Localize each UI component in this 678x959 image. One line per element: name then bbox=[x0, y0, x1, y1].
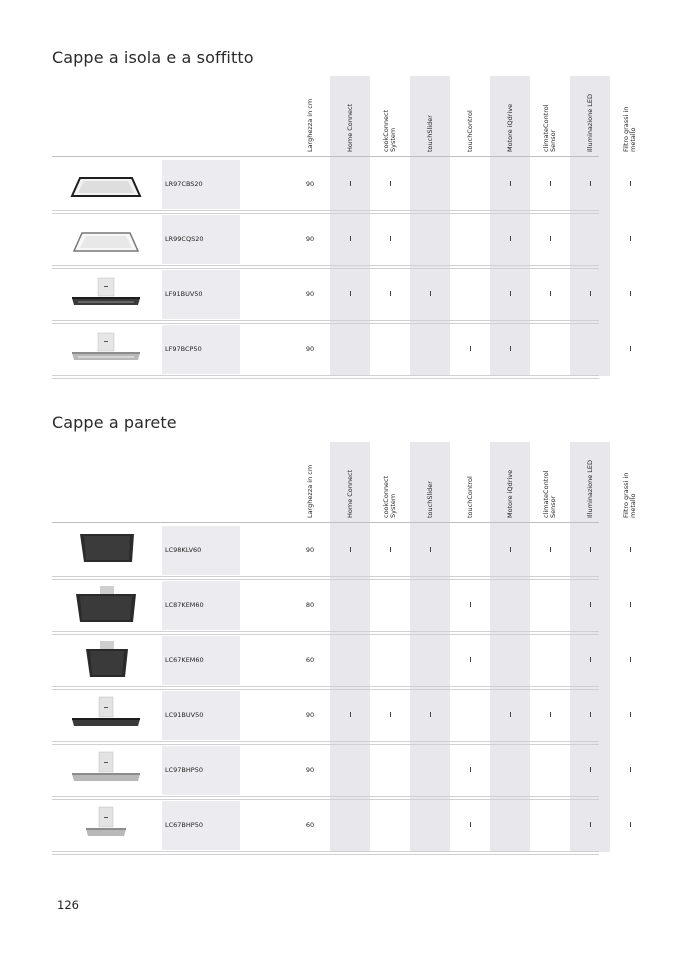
row-divider bbox=[52, 378, 599, 379]
model-name: LC98KLV60 bbox=[165, 545, 202, 554]
model-name: LF97BCP50 bbox=[165, 344, 202, 353]
feature-mark bbox=[590, 767, 591, 772]
feature-mark bbox=[430, 291, 431, 296]
model-name: LF91BUV50 bbox=[165, 289, 203, 298]
feature-mark bbox=[630, 712, 631, 717]
width-value: 60 bbox=[305, 655, 315, 664]
feature-mark bbox=[350, 547, 351, 552]
wall-hood-inclined-chimney-small-image bbox=[66, 640, 146, 684]
model-name: LC97BHP50 bbox=[165, 765, 203, 774]
column-header: Home Connect bbox=[346, 469, 354, 518]
width-value: 90 bbox=[305, 710, 315, 719]
feature-mark bbox=[470, 602, 471, 607]
feature-mark bbox=[590, 657, 591, 662]
row-divider bbox=[52, 375, 599, 376]
feature-mark bbox=[510, 712, 511, 717]
width-value: 90 bbox=[305, 179, 315, 188]
row-divider bbox=[52, 576, 599, 577]
model-name: LR99CQS20 bbox=[165, 234, 204, 243]
row-divider bbox=[52, 213, 599, 214]
comparison-table-wall bbox=[52, 442, 637, 844]
row-divider bbox=[52, 796, 599, 797]
column-header: Motore iQdrive bbox=[506, 103, 514, 152]
feature-mark bbox=[470, 657, 471, 662]
wall-hood-box-dark-image bbox=[66, 695, 146, 739]
feature-mark bbox=[390, 712, 391, 717]
feature-mark bbox=[510, 547, 511, 552]
row-divider bbox=[52, 799, 599, 800]
model-name: LC87KEM60 bbox=[165, 600, 204, 609]
row-divider bbox=[52, 689, 599, 690]
width-value: 80 bbox=[305, 600, 315, 609]
column-header: Home Connect bbox=[346, 103, 354, 152]
model-name: LC67KEM60 bbox=[165, 655, 204, 664]
width-value: 90 bbox=[305, 234, 315, 243]
feature-mark bbox=[510, 236, 511, 241]
feature-mark bbox=[390, 181, 391, 186]
feature-mark bbox=[630, 181, 631, 186]
feature-mark bbox=[470, 346, 471, 351]
feature-mark bbox=[590, 712, 591, 717]
column-header: Illuminazione LED bbox=[586, 93, 594, 152]
feature-mark bbox=[630, 346, 631, 351]
feature-mark bbox=[550, 291, 551, 296]
feature-mark bbox=[590, 822, 591, 827]
header-divider bbox=[52, 522, 599, 523]
wall-hood-inclined-image bbox=[66, 530, 146, 574]
feature-mark bbox=[630, 657, 631, 662]
row-divider bbox=[52, 631, 599, 632]
ceiling-hood-light-image bbox=[66, 219, 146, 263]
column-header: touchControl bbox=[466, 110, 474, 152]
feature-mark bbox=[390, 291, 391, 296]
row-divider bbox=[52, 579, 599, 580]
column-header: touchSlider bbox=[426, 481, 434, 518]
feature-mark bbox=[590, 181, 591, 186]
row-divider bbox=[52, 268, 599, 269]
width-value: 90 bbox=[305, 344, 315, 353]
column-header: Filtro grassi in metallo bbox=[622, 472, 637, 518]
feature-mark bbox=[550, 547, 551, 552]
feature-mark bbox=[470, 822, 471, 827]
feature-mark bbox=[430, 712, 431, 717]
feature-mark bbox=[590, 602, 591, 607]
row-divider bbox=[52, 634, 599, 635]
feature-mark bbox=[510, 181, 511, 186]
column-header: touchSlider bbox=[426, 115, 434, 152]
model-name: LC91BUV50 bbox=[165, 710, 204, 719]
feature-mark bbox=[630, 822, 631, 827]
column-header: Illuminazione LED bbox=[586, 459, 594, 518]
section-title-island: Cappe a isola e a soffitto bbox=[52, 48, 254, 67]
row-divider bbox=[52, 320, 599, 321]
feature-mark bbox=[630, 602, 631, 607]
wall-hood-box-steel-image bbox=[66, 750, 146, 794]
wall-hood-inclined-chimney-image bbox=[66, 585, 146, 629]
feature-mark bbox=[350, 291, 351, 296]
width-value: 60 bbox=[305, 820, 315, 829]
width-value: 90 bbox=[305, 765, 315, 774]
column-header: Filtro grassi in metallo bbox=[622, 106, 637, 152]
row-divider bbox=[52, 744, 599, 745]
feature-mark bbox=[470, 767, 471, 772]
row-divider bbox=[52, 323, 599, 324]
model-name: LC67BHP50 bbox=[165, 820, 203, 829]
column-header: Motore iQdrive bbox=[506, 469, 514, 518]
comparison-table-island bbox=[52, 76, 637, 369]
row-divider bbox=[52, 210, 599, 211]
feature-mark bbox=[350, 236, 351, 241]
column-header: climateControl Sensor bbox=[542, 470, 557, 518]
row-divider bbox=[52, 686, 599, 687]
feature-mark bbox=[590, 547, 591, 552]
feature-mark bbox=[430, 547, 431, 552]
width-value: 90 bbox=[305, 289, 315, 298]
feature-mark bbox=[350, 712, 351, 717]
island-hood-steel-image bbox=[66, 329, 146, 373]
column-header: climateControl Sensor bbox=[542, 104, 557, 152]
feature-mark bbox=[550, 712, 551, 717]
column-header: Larghezza in cm bbox=[306, 464, 314, 518]
feature-mark bbox=[390, 236, 391, 241]
model-name: LR97CBS20 bbox=[165, 179, 203, 188]
column-header: Larghezza in cm bbox=[306, 98, 314, 152]
feature-mark bbox=[590, 291, 591, 296]
row-divider bbox=[52, 854, 599, 855]
column-header: cookConnect System bbox=[382, 109, 397, 152]
section-title-wall: Cappe a parete bbox=[52, 413, 177, 432]
page-number: 126 bbox=[57, 898, 79, 912]
feature-mark bbox=[630, 236, 631, 241]
column-header: touchControl bbox=[466, 476, 474, 518]
feature-mark bbox=[510, 291, 511, 296]
feature-mark bbox=[630, 547, 631, 552]
row-divider bbox=[52, 265, 599, 266]
feature-mark bbox=[350, 181, 351, 186]
feature-mark bbox=[550, 236, 551, 241]
column-header: cookConnect System bbox=[382, 475, 397, 518]
feature-mark bbox=[630, 291, 631, 296]
header-divider bbox=[52, 156, 599, 157]
row-divider bbox=[52, 851, 599, 852]
feature-mark bbox=[390, 547, 391, 552]
feature-mark bbox=[630, 767, 631, 772]
feature-mark bbox=[550, 181, 551, 186]
island-hood-dark-image bbox=[66, 274, 146, 318]
row-divider bbox=[52, 741, 599, 742]
feature-mark bbox=[510, 346, 511, 351]
ceiling-hood-dark-image bbox=[66, 164, 146, 208]
wall-hood-box-small-image bbox=[66, 805, 146, 849]
width-value: 90 bbox=[305, 545, 315, 554]
